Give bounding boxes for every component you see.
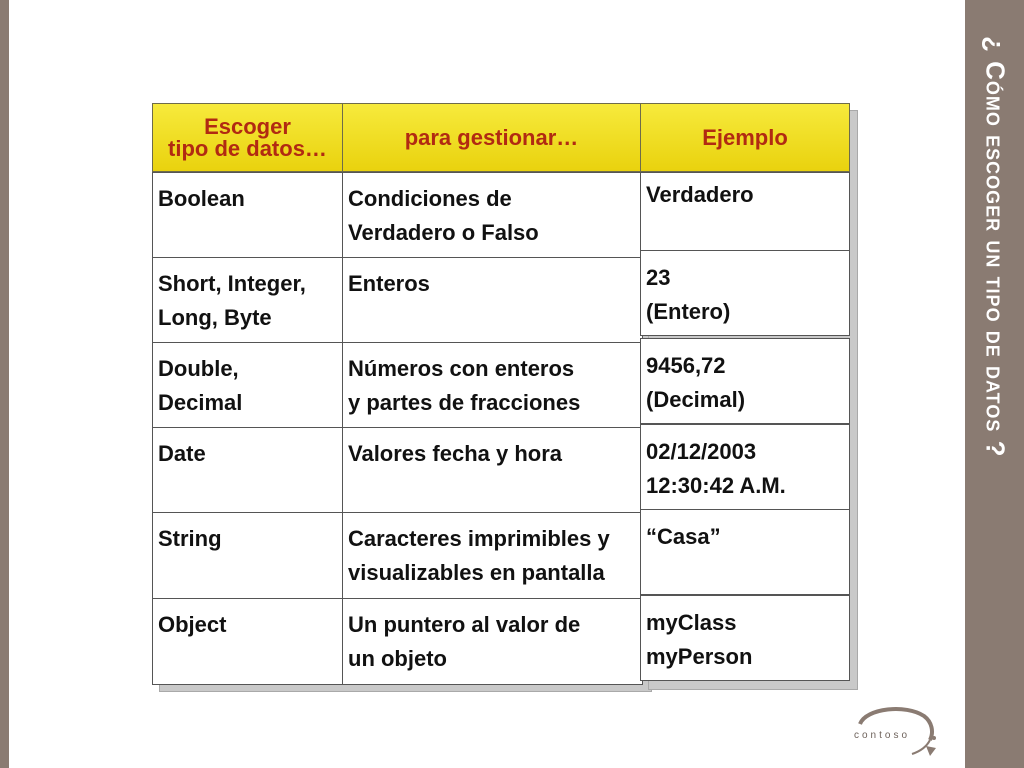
cell-example: 23 (Entero)	[646, 265, 731, 324]
header-manage: para gestionar…	[342, 103, 641, 172]
cell-example: myClass myPerson	[646, 610, 753, 669]
cell-type: Boolean	[158, 186, 245, 211]
cell-type: Double, Decimal	[158, 356, 243, 415]
cell-manage: Valores fecha y hora	[348, 441, 562, 466]
row-divider	[152, 512, 643, 513]
cell-manage: Enteros	[348, 271, 430, 296]
cell-type: Date	[158, 441, 206, 466]
slide-title: ¿ Cómo escoger un tipo de datos ?	[980, 36, 1011, 458]
cell-example: “Casa”	[646, 524, 721, 549]
cell-type: Object	[158, 612, 227, 637]
row-divider	[152, 342, 643, 343]
cell-type: String	[158, 526, 222, 551]
logo-swirl-icon	[846, 702, 946, 762]
row-divider	[152, 427, 643, 428]
cell-type: Short, Integer, Long, Byte	[158, 271, 306, 330]
header-type: Escoger tipo de datos…	[152, 103, 343, 172]
header-example: Ejemplo	[640, 103, 850, 172]
left-accent-bar	[0, 0, 9, 768]
row-divider	[152, 257, 643, 258]
cell-manage: Condiciones de Verdadero o Falso	[348, 186, 539, 245]
cell-manage: Un puntero al valor de un objeto	[348, 612, 581, 671]
cell-manage: Caracteres imprimibles y visualizables en pantalla	[348, 526, 610, 585]
cell-example: 02/12/2003 12:30:42 A.M.	[646, 439, 786, 498]
row-divider	[152, 598, 643, 599]
contoso-logo	[846, 702, 946, 762]
logo-wordmark: contoso	[854, 730, 911, 741]
cell-example: Verdadero	[646, 182, 754, 207]
cell-example: 9456,72 (Decimal)	[646, 353, 746, 412]
cell-manage: Números con enteros y partes de fracciones	[348, 356, 581, 415]
